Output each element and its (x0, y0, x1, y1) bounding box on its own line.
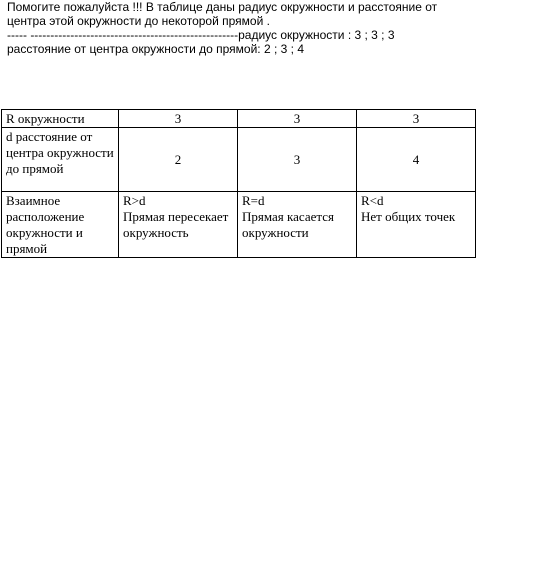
distance-cell-1: 2 (119, 128, 238, 192)
relation-text-3: Нет общих точек (361, 209, 456, 224)
position-cell-1 (119, 192, 238, 258)
radius-cell-3: 3 (357, 110, 476, 128)
distance-cell-2: 3 (238, 128, 357, 192)
distance-values-line: расстояние от центра окружности до прямой: 2 ; 3 ; 4 (7, 42, 304, 56)
row-label-radius: R окружности (2, 110, 119, 128)
radius-values-line: ----- ----------------------------------------------------радиус окружности : 3 ; 3 ; 3 (7, 28, 395, 42)
row-label-distance: d расстояние от центра окружности до прямой (2, 128, 119, 192)
relation-text-1: Прямая пересекает окружность (123, 209, 229, 240)
relation-3: R<d (361, 193, 384, 208)
table-row-distance (2, 128, 476, 192)
row-label-position: Взаимное расположение окружности и прямой (2, 192, 119, 258)
question-text (7, 0, 537, 56)
relation-1: R>d (123, 193, 146, 208)
relation-2: R=d (242, 193, 265, 208)
table-row-radius (2, 110, 476, 128)
table-row-position (2, 192, 476, 258)
position-cell-3 (357, 192, 476, 258)
distance-cell-3: 4 (357, 128, 476, 192)
relation-text-2: Прямая касается окружности (242, 209, 334, 240)
position-cell-2 (238, 192, 357, 258)
question-line-1: Помогите пожалуйста !!! В таблице даны радиус окружности и расстояние от (7, 0, 438, 14)
question-line-2: центра этой окружности до некоторой прямой . (7, 14, 270, 28)
circle-line-table (1, 109, 476, 258)
radius-cell-1: 3 (119, 110, 238, 128)
radius-cell-2: 3 (238, 110, 357, 128)
